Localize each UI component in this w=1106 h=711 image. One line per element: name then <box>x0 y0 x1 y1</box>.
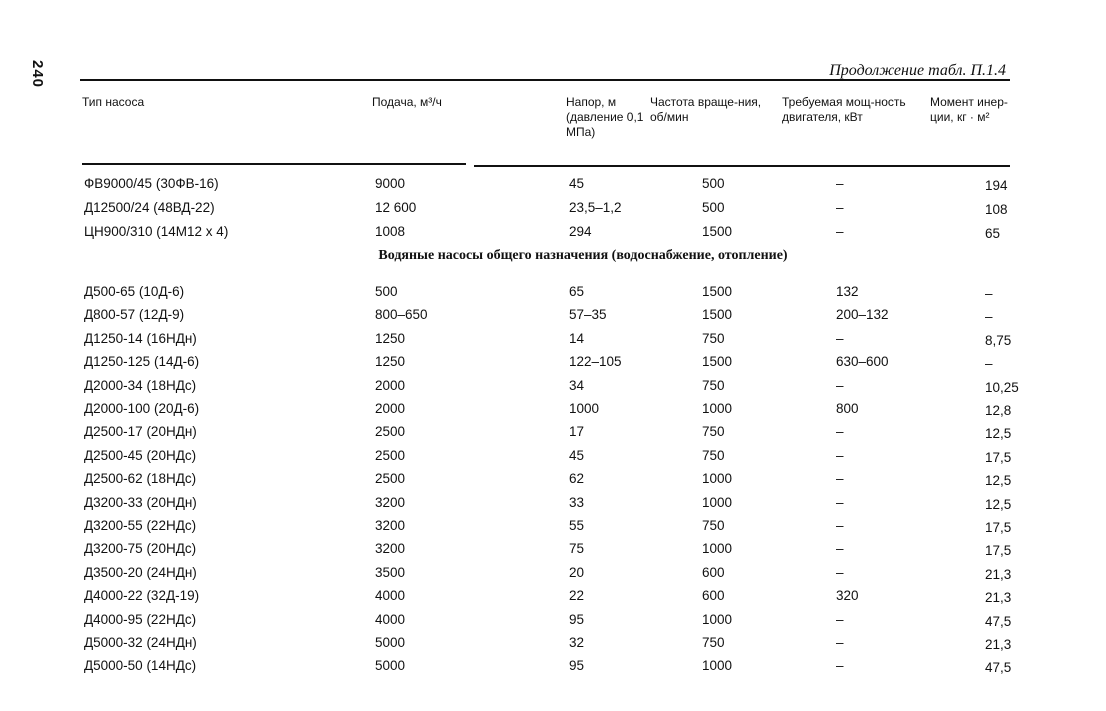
cell-speed: 750 <box>702 330 725 346</box>
cell-flow: 2000 <box>375 401 406 416</box>
cell-type: Д2500-45 (20НДс) <box>84 447 197 463</box>
cell-power: – <box>836 494 844 510</box>
cell-flow: 3500 <box>375 564 406 580</box>
cell-flow: 1008 <box>375 224 406 239</box>
cell-type: Д3200-33 (20НДн) <box>84 494 197 510</box>
cell-power: 800 <box>836 401 859 416</box>
cell-inertia: 65 <box>985 226 1001 241</box>
header-inertia: Момент инер-ции, кг · м² <box>930 95 1008 124</box>
cell-head: 17 <box>569 424 585 440</box>
cell-inertia: 12,5 <box>985 496 1012 512</box>
header-type: Тип насоса <box>82 95 145 109</box>
cell-inertia: 12,5 <box>985 473 1012 489</box>
cell-power: – <box>836 635 844 650</box>
cell-speed: 1000 <box>702 541 733 557</box>
cell-flow: 4000 <box>375 588 406 604</box>
cell-flow: 2000 <box>375 377 406 393</box>
cell-speed: 1500 <box>702 354 733 370</box>
cell-head: 62 <box>569 471 585 487</box>
section-title: Водяные насосы общего назначения (водоснабжение, отопление) <box>378 248 788 263</box>
cell-type: Д4000-95 (22НДс) <box>84 611 197 627</box>
cell-head: 95 <box>569 611 585 627</box>
cell-speed: 1000 <box>702 494 733 510</box>
cell-power: – <box>836 611 844 627</box>
cell-type: ЦН900/310 (14М12 х 4) <box>84 224 229 239</box>
cell-flow: 3200 <box>375 518 406 533</box>
cell-head: 45 <box>569 447 585 463</box>
cell-head: 294 <box>569 224 592 239</box>
cell-type: Д3500-20 (24НДн) <box>84 564 197 580</box>
cell-speed: 600 <box>702 588 725 604</box>
cell-speed: 600 <box>702 564 725 580</box>
cell-inertia: 21,3 <box>985 637 1012 652</box>
cell-head: 32 <box>569 635 585 650</box>
table-top-rule <box>80 79 1010 81</box>
cell-power: – <box>836 377 844 393</box>
cell-inertia: 108 <box>985 202 1008 217</box>
cell-type: Д1250-125 (14Д-6) <box>84 354 200 370</box>
cell-flow: 9000 <box>375 176 406 191</box>
header-head: Напор, м (давление 0,1 МПа) <box>566 95 644 139</box>
cell-inertia: 17,5 <box>985 520 1012 535</box>
cell-speed: 1500 <box>702 224 733 239</box>
cell-inertia: – <box>985 286 993 301</box>
cell-flow: 500 <box>375 284 398 299</box>
header-flow: Подача, м³/ч <box>372 95 442 109</box>
cell-inertia: – <box>985 356 993 372</box>
cell-speed: 500 <box>702 176 725 191</box>
cell-inertia: 12,8 <box>985 403 1012 418</box>
cell-type: Д2500-17 (20НДн) <box>84 424 197 440</box>
cell-head: 34 <box>569 377 585 393</box>
cell-type: Д3200-75 (20НДс) <box>84 541 197 557</box>
cell-inertia: 8,75 <box>985 332 1012 348</box>
cell-head: 22 <box>569 588 585 604</box>
cell-speed: 1500 <box>702 307 733 323</box>
cell-speed: 1500 <box>702 284 733 299</box>
cell-flow: 2500 <box>375 471 406 487</box>
cell-type: Д5000-32 (24НДн) <box>84 635 197 650</box>
cell-flow: 2500 <box>375 424 406 440</box>
cell-power: – <box>836 564 844 580</box>
cell-flow: 5000 <box>375 658 406 674</box>
cell-flow: 1250 <box>375 354 406 370</box>
cell-type: ФВ9000/45 (30ФВ-16) <box>84 176 219 191</box>
cell-power: – <box>836 518 844 533</box>
cell-type: Д500-65 (10Д-6) <box>84 284 185 299</box>
cell-head: 1000 <box>569 401 600 416</box>
cell-inertia: 17,5 <box>985 449 1012 465</box>
cell-type: Д2500-62 (18НДс) <box>84 471 197 487</box>
header-speed: Частота враще-ния, об/мин <box>650 95 762 124</box>
table-caption: Продолжение табл. П.1.4 <box>829 62 1006 79</box>
cell-speed: 1000 <box>702 471 733 487</box>
cell-type: Д5000-50 (14НДс) <box>84 658 197 674</box>
cell-flow: 4000 <box>375 611 406 627</box>
cell-flow: 1250 <box>375 330 406 346</box>
cell-head: 14 <box>569 330 585 346</box>
header-rule-left <box>82 163 466 165</box>
cell-head: 33 <box>569 494 585 510</box>
cell-inertia: 47,5 <box>985 613 1012 629</box>
cell-head: 65 <box>569 284 585 299</box>
cell-speed: 1000 <box>702 658 733 674</box>
cell-power: – <box>836 541 844 557</box>
cell-power: – <box>836 447 844 463</box>
cell-speed: 750 <box>702 447 725 463</box>
cell-power: – <box>836 200 844 215</box>
cell-head: 75 <box>569 541 585 557</box>
cell-speed: 1000 <box>702 611 733 627</box>
cell-power: 630–600 <box>836 354 889 370</box>
cell-type: Д12500/24 (48ВД-22) <box>84 200 215 215</box>
cell-power: 200–132 <box>836 307 889 323</box>
cell-flow: 3200 <box>375 541 406 557</box>
cell-head: 95 <box>569 658 585 674</box>
cell-inertia: 21,3 <box>985 590 1012 606</box>
cell-power: – <box>836 658 844 674</box>
cell-inertia: 21,3 <box>985 566 1012 582</box>
cell-power: – <box>836 224 844 239</box>
cell-speed: 750 <box>702 518 725 533</box>
cell-speed: 750 <box>702 377 725 393</box>
cell-power: – <box>836 330 844 346</box>
cell-power: – <box>836 424 844 440</box>
cell-head: 23,5–1,2 <box>569 200 622 215</box>
cell-inertia: 10,25 <box>985 379 1019 395</box>
cell-head: 57–35 <box>569 307 607 323</box>
cell-speed: 750 <box>702 635 725 650</box>
cell-inertia: – <box>985 309 993 325</box>
cell-flow: 800–650 <box>375 307 428 323</box>
cell-inertia: 47,5 <box>985 660 1012 676</box>
cell-head: 20 <box>569 564 585 580</box>
cell-head: 122–105 <box>569 354 622 370</box>
cell-type: Д2000-34 (18НДс) <box>84 377 197 393</box>
cell-power: – <box>836 176 844 191</box>
cell-flow: 2500 <box>375 447 406 463</box>
cell-inertia: 194 <box>985 178 1008 193</box>
page-number: 240 <box>29 60 46 89</box>
cell-flow: 5000 <box>375 635 406 650</box>
cell-flow: 3200 <box>375 494 406 510</box>
cell-power: 320 <box>836 588 859 604</box>
cell-type: Д800-57 (12Д-9) <box>84 307 185 323</box>
cell-power: 132 <box>836 284 859 299</box>
cell-head: 55 <box>569 518 585 533</box>
cell-speed: 500 <box>702 200 725 215</box>
cell-type: Д2000-100 (20Д-6) <box>84 401 200 416</box>
cell-type: Д4000-22 (32Д-19) <box>84 588 200 604</box>
cell-inertia: 12,5 <box>985 426 1012 442</box>
cell-speed: 1000 <box>702 401 733 416</box>
cell-flow: 12 600 <box>375 200 417 215</box>
cell-type: Д1250-14 (16НДн) <box>84 330 197 346</box>
cell-inertia: 17,5 <box>985 543 1012 559</box>
header-rule-right <box>474 165 1010 167</box>
cell-head: 45 <box>569 176 585 191</box>
cell-speed: 750 <box>702 424 725 440</box>
header-power: Требуемая мощ-ность двигателя, кВт <box>782 95 906 124</box>
cell-power: – <box>836 471 844 487</box>
cell-type: Д3200-55 (22НДс) <box>84 518 197 533</box>
